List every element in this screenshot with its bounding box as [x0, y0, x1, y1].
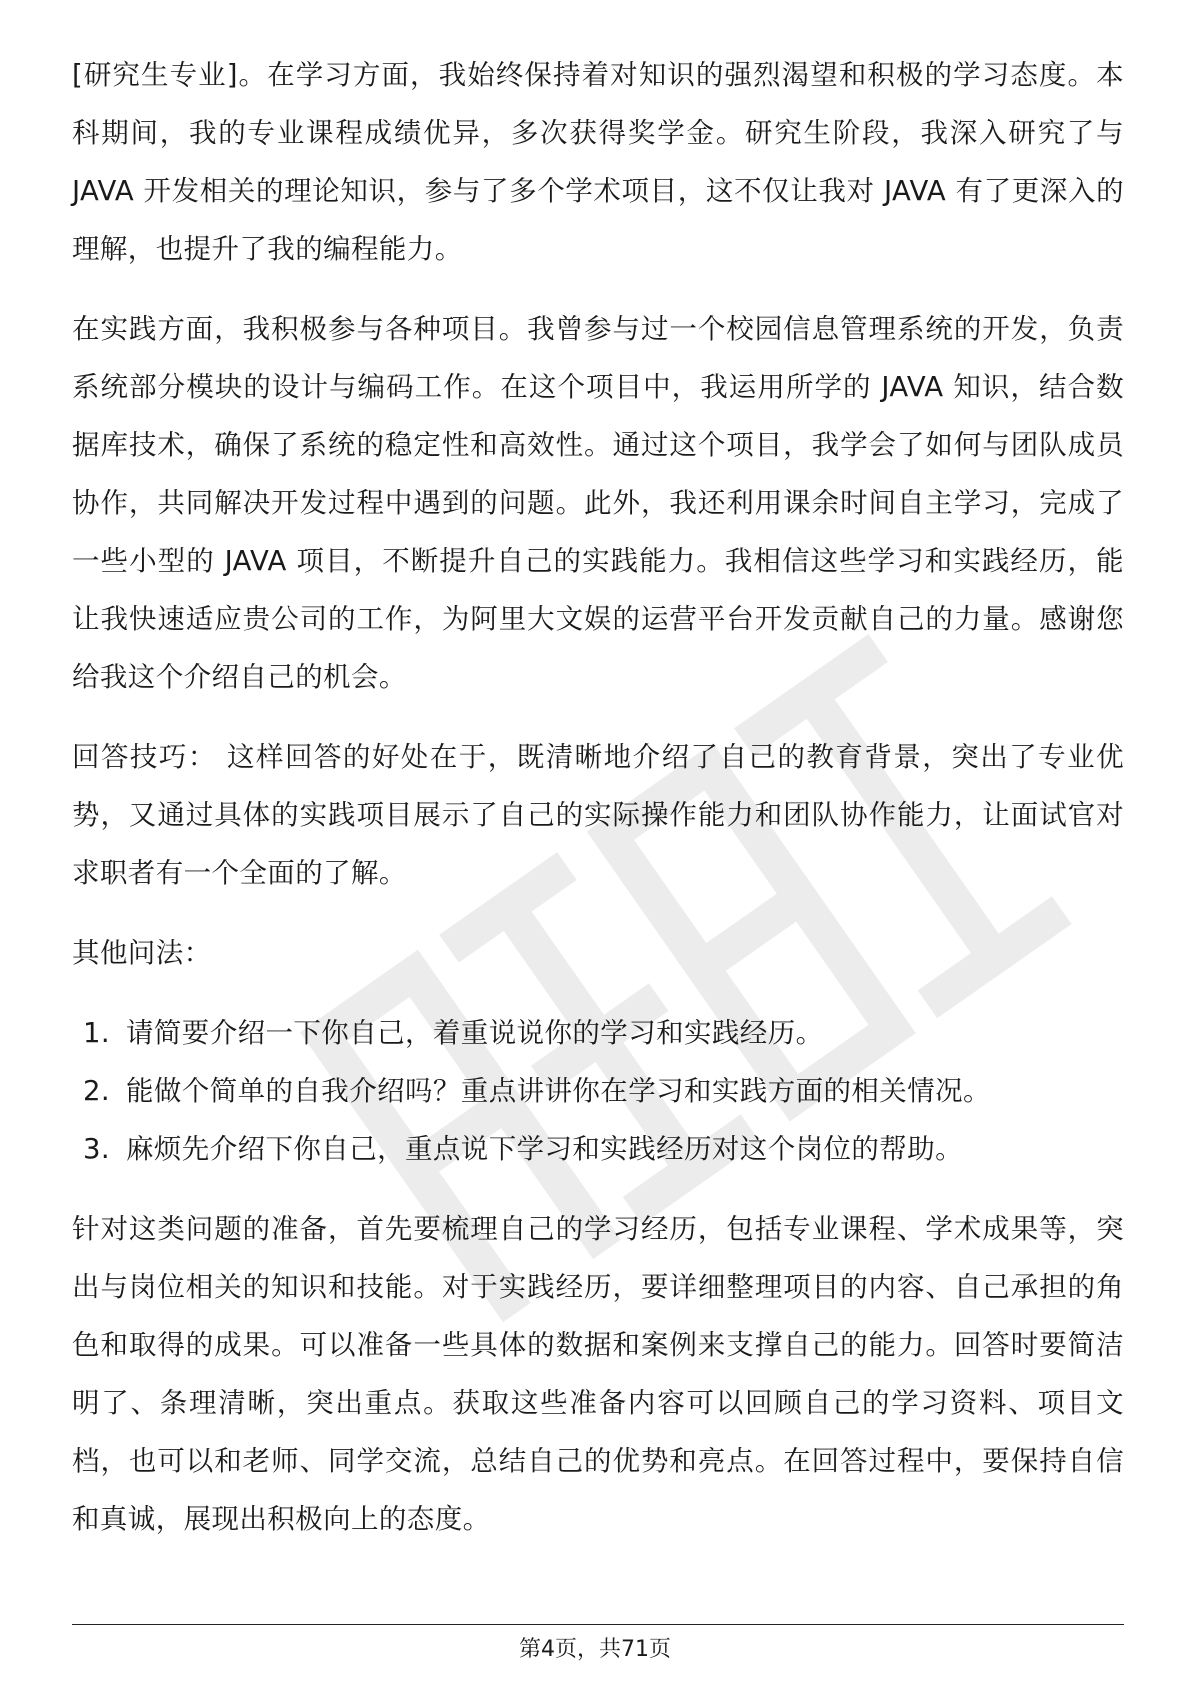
list-item-number: 3. [82, 1133, 110, 1165]
alternative-questions-list [72, 1004, 1124, 1178]
list-item-number: 1. [82, 1017, 110, 1049]
list-item-number: 2. [82, 1075, 110, 1107]
paragraph-practice: 在实践方面，我积极参与各种项目。我曾参与过一个校园信息管理系统的开发，负责系统部分模块的设计与编码工作。在这个项目中，我运用所学的 JAVA 知识，结合数据库技术，确保了系统的稳定性和高效性。通过这个项目，我学会了如何与团队成员协作，共同解决开发过程中遇到的问题。此外，我还利用课余时间自主学习，完成了一些小型的 JAVA 项目，不断提升自己的实践能力。我相信这些学习和实践经历，能让我快速适应贵公司的工作，为阿里大文娱的运营平台开发贡献自己的力量。感谢您给我这个介绍自己的机会。 [72, 313, 1124, 693]
list-item [72, 1120, 1124, 1178]
footer-divider [72, 1624, 1124, 1625]
page-number: 第4页，共71页 [519, 1637, 671, 1662]
list-item-text: 能做个简单的自我介绍吗？重点讲讲你在学习和实践方面的相关情况。 [126, 1075, 991, 1107]
list-item-text: 请简要介绍一下你自己，着重说说你的学习和实践经历。 [126, 1017, 824, 1049]
paragraph-other-questions-heading: 其他问法： [72, 937, 212, 969]
paragraph-preparation: 针对这类问题的准备，首先要梳理自己的学习经历，包括专业课程、学术成果等，突出与岗位相关的知识和技能。对于实践经历，要详细整理项目的内容、自己承担的角色和取得的成果。可以准备一些具体的数据和案例来支撑自己的能力。回答时要简洁明了、条理清晰，突出重点。获取这些准备内容可以回顾自己的学习资料、项目文档，也可以和老师、同学交流，总结自己的优势和亮点。在回答过程中，要保持自信和真诚，展现出积极向上的态度。 [72, 1213, 1124, 1535]
list-item [72, 1062, 1124, 1120]
document-body [72, 46, 1124, 1570]
paragraph-education: [研究生专业]。在学习方面，我始终保持着对知识的强烈渴望和积极的学习态度。本科期间，我的专业课程成绩优异，多次获得奖学金。研究生阶段，我深入研究了与 JAVA 开发相关的理论知识，参与了多个学术项目，这不仅让我对 JAVA 有了更深入的理解，也提升了我的编程能力。 [72, 59, 1124, 265]
list-item-text: 麻烦先介绍下你自己，重点说下学习和实践经历对这个岗位的帮助。 [126, 1133, 963, 1165]
paragraph-answer-tips: 回答技巧： 这样回答的好处在于，既清晰地介绍了自己的教育背景，突出了专业优势，又通过具体的实践项目展示了自己的实际操作能力和团队协作能力，让面试官对求职者有一个全面的了解。 [72, 741, 1124, 889]
list-item [72, 1004, 1124, 1062]
